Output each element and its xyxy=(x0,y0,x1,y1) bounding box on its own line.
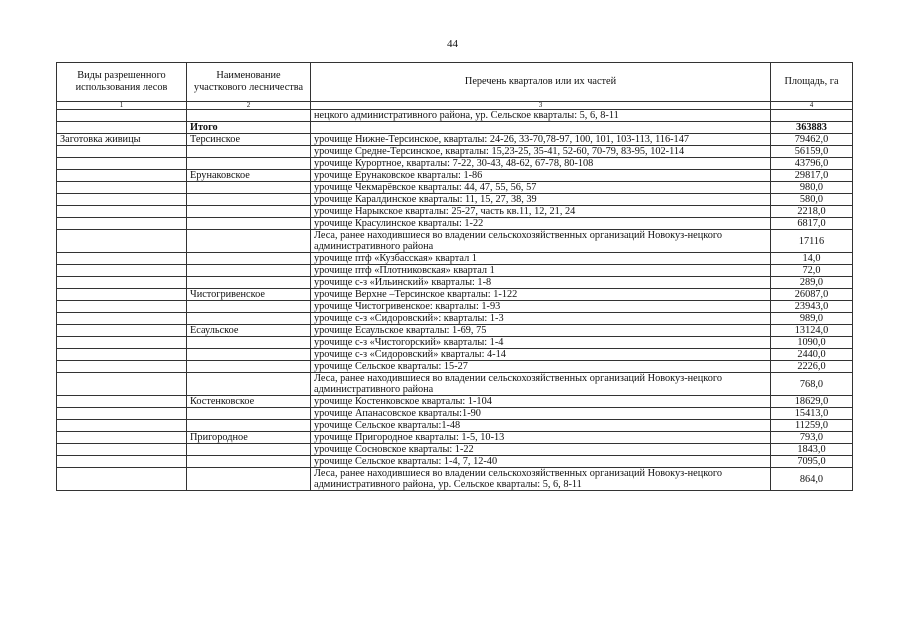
column-number: 2 xyxy=(187,102,311,110)
forestry-name-cell xyxy=(187,468,311,491)
forestry-name-cell xyxy=(187,301,311,313)
area-cell: 580,0 xyxy=(771,194,853,206)
table-row xyxy=(57,277,853,289)
total-label: Итого xyxy=(187,122,311,134)
forestry-name-cell xyxy=(187,313,311,325)
forestry-name-cell xyxy=(187,361,311,373)
forestry-name-cell xyxy=(187,218,311,230)
area-cell: 23943,0 xyxy=(771,301,853,313)
quarters-cell: урочище Сельское кварталы:1-48 xyxy=(311,420,771,432)
quarters-cell: урочище Красулинское кварталы: 1-22 xyxy=(311,218,771,230)
table-row xyxy=(57,432,853,444)
area-cell: 864,0 xyxy=(771,468,853,491)
forestry-name-cell xyxy=(187,277,311,289)
usage-type-empty-cell xyxy=(57,265,187,277)
quarters-cell: урочище Каралдинское кварталы: 11, 15, 27, 38, 39 xyxy=(311,194,771,206)
carry-over-text: нецкого административного района, ур. Сельское кварталы: 5, 6, 8-11 xyxy=(311,110,771,122)
header-forestry-name: Наименование участкового лесничества xyxy=(187,63,311,102)
area-cell: 1090,0 xyxy=(771,337,853,349)
carry-over-row xyxy=(57,110,853,122)
quarters-cell: Леса, ранее находившиеся во владении сельскохозяйственных организаций Новокуз-нецкого административного района xyxy=(311,230,771,253)
usage-type-empty-cell xyxy=(57,468,187,491)
table-row xyxy=(57,408,853,420)
column-number: 1 xyxy=(57,102,187,110)
quarters-cell: Леса, ранее находившиеся во владении сельскохозяйственных организаций Новокуз-нецкого административного района xyxy=(311,373,771,396)
quarters-cell: урочище Чистогривенское: кварталы: 1-93 xyxy=(311,301,771,313)
quarters-cell: урочище Нижне-Терсинское, кварталы: 24-26, 33-70,78-97, 100, 101, 103-113, 116-147 xyxy=(311,134,771,146)
quarters-cell: урочище Ерунаковское кварталы: 1-86 xyxy=(311,170,771,182)
area-cell: 793,0 xyxy=(771,432,853,444)
quarters-cell: урочище Пригородное кварталы: 1-5, 10-13 xyxy=(311,432,771,444)
forest-usage-table xyxy=(56,62,853,491)
area-cell: 79462,0 xyxy=(771,134,853,146)
table-row xyxy=(57,444,853,456)
area-cell: 11259,0 xyxy=(771,420,853,432)
forestry-name-cell: Чистогривенское xyxy=(187,289,311,301)
forestry-name-cell xyxy=(187,253,311,265)
usage-type-empty-cell xyxy=(57,301,187,313)
table-row xyxy=(57,361,853,373)
area-cell: 2440,0 xyxy=(771,349,853,361)
usage-type-empty-cell xyxy=(57,289,187,301)
quarters-cell: урочище Сельское кварталы: 15-27 xyxy=(311,361,771,373)
column-number: 4 xyxy=(771,102,853,110)
usage-type-empty-cell xyxy=(57,170,187,182)
forestry-name-cell xyxy=(187,420,311,432)
area-cell: 6817,0 xyxy=(771,218,853,230)
table-row xyxy=(57,349,853,361)
table-row xyxy=(57,265,853,277)
header-quarters-list: Перечень кварталов или их частей xyxy=(311,63,771,102)
area-cell: 7095,0 xyxy=(771,456,853,468)
quarters-cell: Леса, ранее находившиеся во владении сельскохозяйственных организаций Новокуз-нецкого административного района, ур. Сельское кварталы: 5, 6, 8-11 xyxy=(311,468,771,491)
table-row xyxy=(57,313,853,325)
table-row xyxy=(57,468,853,491)
table-row xyxy=(57,289,853,301)
area-cell: 289,0 xyxy=(771,277,853,289)
header-usage-type: Виды разрешенного использования лесов xyxy=(57,63,187,102)
usage-type-empty-cell xyxy=(57,373,187,396)
table-row xyxy=(57,170,853,182)
table-row xyxy=(57,325,853,337)
quarters-cell: урочище птф «Кузбасская» квартал 1 xyxy=(311,253,771,265)
forestry-name-cell xyxy=(187,194,311,206)
usage-type-empty-cell xyxy=(57,349,187,361)
forestry-name-cell xyxy=(187,349,311,361)
area-cell: 15413,0 xyxy=(771,408,853,420)
usage-type-empty-cell xyxy=(57,420,187,432)
usage-type-empty-cell xyxy=(57,361,187,373)
table-row xyxy=(57,158,853,170)
area-cell: 2218,0 xyxy=(771,206,853,218)
quarters-cell: урочище Нарыкское кварталы: 25-27, часть кв.11, 12, 21, 24 xyxy=(311,206,771,218)
usage-type-empty-cell xyxy=(57,444,187,456)
usage-type-empty-cell xyxy=(57,194,187,206)
area-cell: 72,0 xyxy=(771,265,853,277)
forestry-name-cell xyxy=(187,158,311,170)
quarters-cell: урочище Сосновское кварталы: 1-22 xyxy=(311,444,771,456)
forestry-name-cell xyxy=(187,146,311,158)
forestry-name-cell xyxy=(187,230,311,253)
area-cell: 43796,0 xyxy=(771,158,853,170)
usage-type-empty-cell xyxy=(57,230,187,253)
usage-type-empty-cell xyxy=(57,456,187,468)
quarters-cell: урочище с-з «Сидоровский» кварталы: 4-14 xyxy=(311,349,771,361)
forestry-name-cell xyxy=(187,373,311,396)
forestry-name-cell xyxy=(187,337,311,349)
area-cell: 56159,0 xyxy=(771,146,853,158)
table-row xyxy=(57,218,853,230)
quarters-cell: урочище Апанасовское кварталы:1-90 xyxy=(311,408,771,420)
table-row xyxy=(57,420,853,432)
table-row xyxy=(57,134,853,146)
quarters-cell: урочище Курортное, кварталы: 7-22, 30-43, 48-62, 67-78, 80-108 xyxy=(311,158,771,170)
area-cell: 980,0 xyxy=(771,182,853,194)
quarters-cell: урочище с-з «Чистогорский» кварталы: 1-4 xyxy=(311,337,771,349)
table-row xyxy=(57,146,853,158)
column-number-row xyxy=(57,102,853,110)
column-number: 3 xyxy=(311,102,771,110)
usage-type-empty-cell xyxy=(57,218,187,230)
forestry-name-cell xyxy=(187,206,311,218)
table-row xyxy=(57,373,853,396)
usage-type-empty-cell xyxy=(57,408,187,420)
table-row xyxy=(57,230,853,253)
area-cell: 989,0 xyxy=(771,313,853,325)
total-row xyxy=(57,122,853,134)
forestry-name-cell: Ерунаковское xyxy=(187,170,311,182)
total-value: 363883 xyxy=(771,122,853,134)
usage-type-empty-cell xyxy=(57,146,187,158)
table-row xyxy=(57,396,853,408)
table-row xyxy=(57,253,853,265)
forestry-name-cell xyxy=(187,182,311,194)
forestry-name-cell: Костенковское xyxy=(187,396,311,408)
area-cell: 768,0 xyxy=(771,373,853,396)
quarters-cell: урочище Верхне –Терсинское кварталы: 1-122 xyxy=(311,289,771,301)
usage-type-empty-cell xyxy=(57,313,187,325)
quarters-cell: урочище Костенковское кварталы: 1-104 xyxy=(311,396,771,408)
table-row xyxy=(57,194,853,206)
area-cell: 2226,0 xyxy=(771,361,853,373)
table-header-row xyxy=(57,63,853,102)
table-row xyxy=(57,206,853,218)
usage-type-empty-cell xyxy=(57,432,187,444)
quarters-cell: урочище Сельское кварталы: 1-4, 7, 12-40 xyxy=(311,456,771,468)
area-cell: 1843,0 xyxy=(771,444,853,456)
usage-type-empty-cell xyxy=(57,325,187,337)
forestry-name-cell xyxy=(187,265,311,277)
table-row xyxy=(57,182,853,194)
page-number: 44 xyxy=(447,38,458,50)
usage-type-cell: Заготовка живицы xyxy=(57,134,187,146)
quarters-cell: урочище птф «Плотниковская» квартал 1 xyxy=(311,265,771,277)
table-row xyxy=(57,456,853,468)
area-cell: 17116 xyxy=(771,230,853,253)
quarters-cell: урочище с-з «Ильинский» кварталы: 1-8 xyxy=(311,277,771,289)
area-cell: 13124,0 xyxy=(771,325,853,337)
quarters-cell: урочище Есаульское кварталы: 1-69, 75 xyxy=(311,325,771,337)
table-row xyxy=(57,301,853,313)
forestry-name-cell xyxy=(187,408,311,420)
table-row xyxy=(57,337,853,349)
area-cell: 18629,0 xyxy=(771,396,853,408)
area-cell: 29817,0 xyxy=(771,170,853,182)
quarters-cell: урочище Средне-Терсинское, кварталы: 15,23-25, 35-41, 52-60, 70-79, 83-95, 102-114 xyxy=(311,146,771,158)
usage-type-empty-cell xyxy=(57,206,187,218)
usage-type-empty-cell xyxy=(57,396,187,408)
header-area: Площадь, га xyxy=(771,63,853,102)
area-cell: 14,0 xyxy=(771,253,853,265)
usage-type-empty-cell xyxy=(57,158,187,170)
area-cell: 26087,0 xyxy=(771,289,853,301)
usage-type-empty-cell xyxy=(57,337,187,349)
forestry-name-cell xyxy=(187,456,311,468)
forestry-name-cell xyxy=(187,444,311,456)
forestry-name-cell: Пригородное xyxy=(187,432,311,444)
quarters-cell: урочище Чекмарёвское кварталы: 44, 47, 55, 56, 57 xyxy=(311,182,771,194)
forestry-name-cell: Есаульское xyxy=(187,325,311,337)
forestry-name-cell: Терсинское xyxy=(187,134,311,146)
usage-type-empty-cell xyxy=(57,277,187,289)
usage-type-empty-cell xyxy=(57,253,187,265)
quarters-cell: урочище с-з «Сидоровский»: кварталы: 1-3 xyxy=(311,313,771,325)
usage-type-empty-cell xyxy=(57,182,187,194)
